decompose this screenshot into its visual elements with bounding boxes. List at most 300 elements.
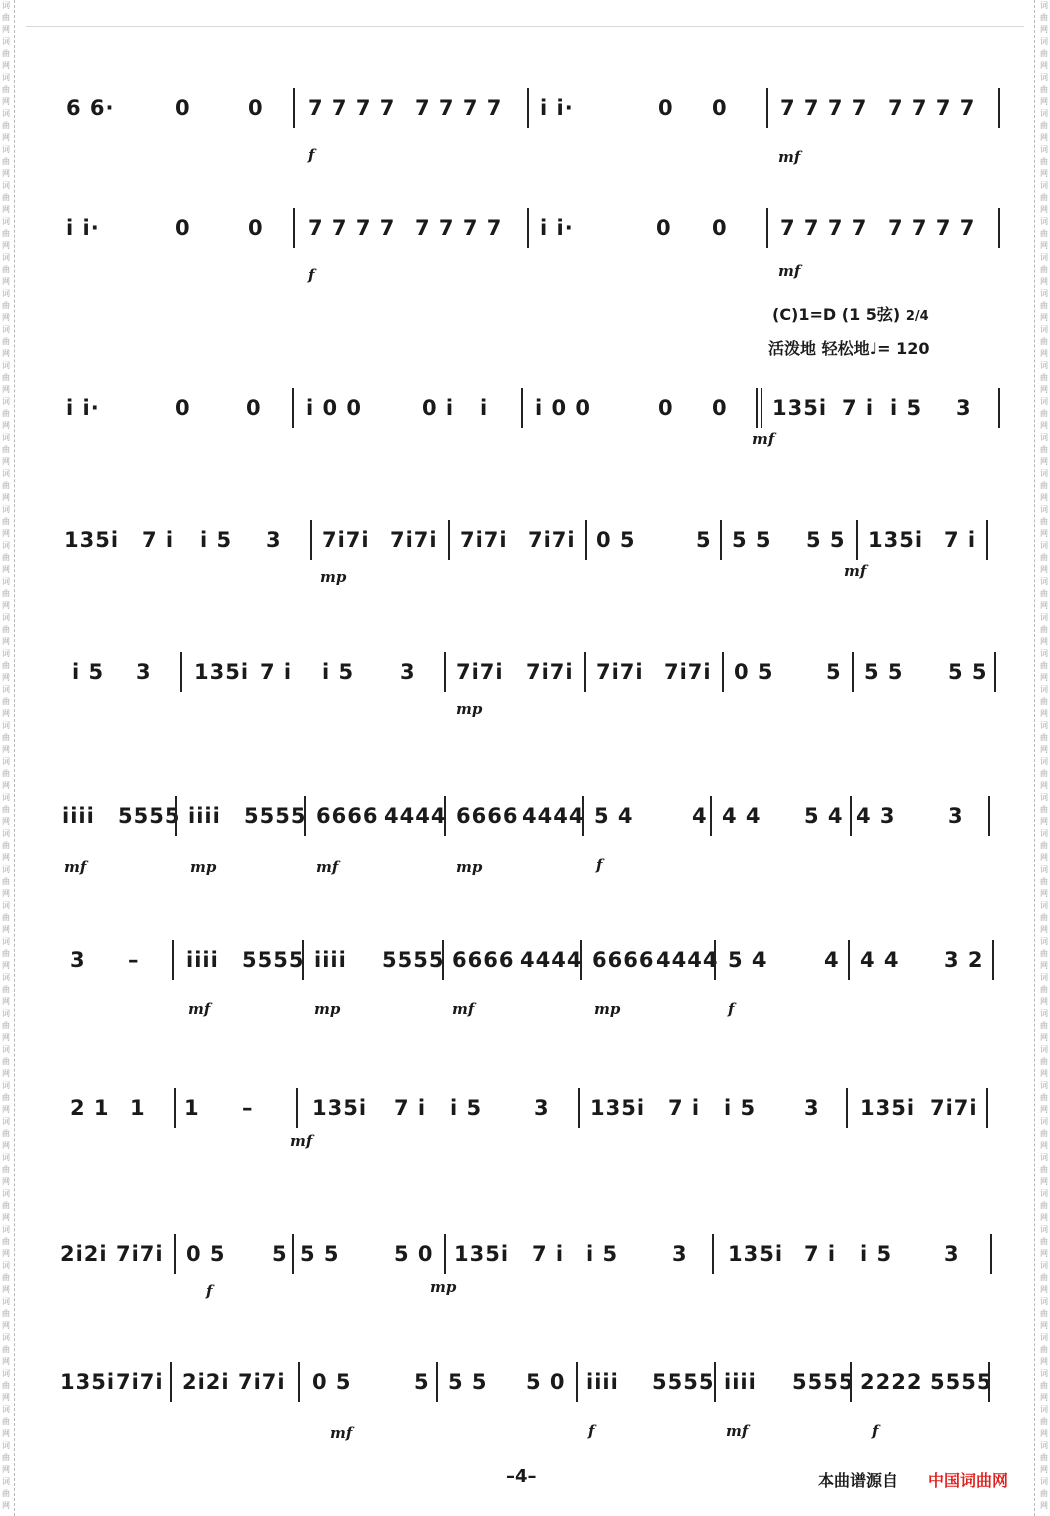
watermark-glyph: 网 [2,1501,10,1510]
watermark-glyph: 曲 [1040,769,1048,778]
dynamic-mark: mf [330,1424,353,1442]
rest: 0 [175,216,191,240]
barline [578,1088,580,1128]
watermark-glyph: 网 [2,1249,10,1258]
watermark-glyph: 网 [1040,673,1048,682]
note-group: 5 5 [300,1242,340,1266]
watermark-glyph: 词 [2,505,10,514]
barline [990,1234,992,1274]
watermark-glyph: 网 [1040,1429,1048,1438]
note: 5 [414,1370,430,1394]
watermark-glyph: 词 [2,1,10,10]
watermark-glyph: 词 [1040,1369,1048,1378]
watermark-glyph: 曲 [1040,733,1048,742]
watermark-glyph: 词 [2,829,10,838]
watermark-glyph: 网 [2,709,10,718]
note: 1 [130,1096,146,1120]
watermark-glyph: 词 [1040,1297,1048,1306]
watermark-glyph: 曲 [1040,121,1048,130]
watermark-glyph: 网 [2,25,10,34]
watermark-glyph: 网 [1040,601,1048,610]
watermark-glyph: 曲 [2,1165,10,1174]
watermark-glyph: 曲 [1040,1345,1048,1354]
watermark-glyph: 曲 [2,517,10,526]
barline [521,388,523,428]
watermark-glyph: 词 [1040,1081,1048,1090]
watermark-glyph: 曲 [2,697,10,706]
watermark-glyph: 曲 [2,1489,10,1498]
note-group: 4 3 [856,804,896,828]
note: 5 [696,528,712,552]
note-group: 6666 [316,804,379,828]
note-group: 7 7 7 7 [415,96,503,120]
note-group: 6666 [592,948,655,972]
note: 3 [266,528,282,552]
barline [998,388,1000,428]
note-group: 0 5 [312,1370,352,1394]
watermark-glyph: 网 [2,925,10,934]
watermark-glyph: 曲 [1040,193,1048,202]
watermark-glyph: 词 [2,541,10,550]
dynamic-mark: mf [778,148,801,166]
watermark-glyph: 词 [1040,505,1048,514]
barline [852,652,854,692]
watermark-glyph: 曲 [2,661,10,670]
watermark-glyph: 曲 [1040,1057,1048,1066]
note: i [480,396,489,420]
barline [442,940,444,980]
note-group: 5555 [792,1370,855,1394]
watermark-glyph: 词 [1040,181,1048,190]
watermark-glyph: 词 [1040,325,1048,334]
barline [527,208,529,248]
barline [986,1088,988,1128]
left-watermark-strip [0,0,12,1516]
barline [988,796,990,836]
barline [994,652,996,692]
note: 3 [70,948,86,972]
note-group: 5 5 [806,528,846,552]
note: 3 [672,1242,688,1266]
watermark-glyph: 曲 [1040,949,1048,958]
note-group: i 5 [322,660,355,684]
watermark-glyph: 网 [2,1213,10,1222]
note-group: 7 i [260,660,293,684]
note-group: 7 i [668,1096,701,1120]
note-group: 135i [772,396,828,420]
watermark-glyph: 曲 [2,985,10,994]
watermark-glyph: 词 [2,1117,10,1126]
watermark-glyph: 词 [1040,1,1048,10]
watermark-glyph: 词 [2,217,10,226]
watermark-glyph: 网 [2,133,10,142]
barline [172,940,174,980]
watermark-glyph: 网 [1040,1249,1048,1258]
watermark-glyph: 曲 [1040,841,1048,850]
note-group: 135i [60,1370,116,1394]
watermark-glyph: 词 [1040,1441,1048,1450]
watermark-glyph: 网 [2,781,10,790]
dynamic-mark: f [308,266,315,284]
watermark-glyph: 网 [1040,169,1048,178]
watermark-glyph: 词 [2,973,10,982]
dynamic-mark: mp [594,1000,621,1018]
barline [444,796,446,836]
watermark-glyph: 词 [1040,253,1048,262]
watermark-glyph: 词 [2,361,10,370]
note-group: 7i7i [390,528,438,552]
watermark-glyph: 曲 [2,913,10,922]
note-group: 7i7i [116,1370,164,1394]
watermark-glyph: 曲 [2,265,10,274]
watermark-glyph: 网 [2,493,10,502]
watermark-glyph: 词 [2,1261,10,1270]
site-link[interactable]: 中国词曲网 [928,1471,1009,1490]
watermark-glyph: 词 [2,577,10,586]
rest: 0 [658,396,674,420]
watermark-glyph: 词 [1040,1153,1048,1162]
note-group: 7 i [842,396,875,420]
watermark-glyph: 网 [2,961,10,970]
watermark-glyph: 词 [2,937,10,946]
watermark-glyph: 曲 [2,1381,10,1390]
note-group: 135i [454,1242,510,1266]
watermark-glyph: 词 [2,469,10,478]
watermark-glyph: 曲 [2,85,10,94]
note-group: 7 7 7 7 [308,216,396,240]
note-group: i 0 0 [535,396,592,420]
note-group: 135i [590,1096,646,1120]
source-label: 本曲谱源自 [818,1471,899,1490]
watermark-glyph: 词 [1040,577,1048,586]
watermark-glyph: 网 [1040,1321,1048,1330]
dynamic-mark: mf [726,1422,749,1440]
sustain-dash: – [242,1096,254,1120]
watermark-glyph: 词 [2,685,10,694]
watermark-glyph: 曲 [2,1309,10,1318]
watermark-glyph: 曲 [2,1129,10,1138]
watermark-glyph: 网 [2,457,10,466]
dynamic-mark: mf [188,1000,211,1018]
note-group: i i· [540,216,574,240]
barline [710,796,712,836]
barline [293,208,295,248]
note-group: i 5 [724,1096,757,1120]
watermark-glyph: 网 [1040,1105,1048,1114]
watermark-glyph: 曲 [2,769,10,778]
barline [846,1088,848,1128]
note-group: i 5 [450,1096,483,1120]
watermark-glyph: 曲 [2,193,10,202]
note: 3 [400,660,416,684]
watermark-glyph: 词 [1040,721,1048,730]
watermark-glyph: 词 [2,1441,10,1450]
barline [582,796,584,836]
watermark-glyph: 词 [1040,649,1048,658]
note-group: iiii [186,948,219,972]
note-group: 6666 [456,804,519,828]
note-group: 6 6· [66,96,115,120]
tempo-marking: 活泼地 轻松地♩= 120 [768,339,930,358]
watermark-glyph: 网 [1040,961,1048,970]
watermark-glyph: 网 [2,889,10,898]
note: 3 [804,1096,820,1120]
barline [714,1362,716,1402]
barline [292,388,294,428]
note-group: 5 0 [526,1370,566,1394]
watermark-glyph: 网 [2,1285,10,1294]
note-group: 5 5 [864,660,904,684]
watermark-glyph: 词 [1040,1189,1048,1198]
barline [174,1234,176,1274]
barline [174,1088,176,1128]
watermark-glyph: 网 [1040,745,1048,754]
note-group: 4 4 [722,804,762,828]
watermark-glyph: 网 [1040,457,1048,466]
note-group: 0 5 [734,660,774,684]
rest: 0 [175,396,191,420]
watermark-glyph: 网 [2,1429,10,1438]
watermark-glyph: 网 [2,529,10,538]
note: 3 [944,1242,960,1266]
watermark-glyph: 曲 [2,13,10,22]
note-group: 7i7i [322,528,370,552]
watermark-glyph: 曲 [1040,1129,1048,1138]
watermark-glyph: 曲 [1040,1417,1048,1426]
note-group: i 5 [72,660,105,684]
watermark-glyph: 曲 [2,625,10,634]
sustain-dash: – [128,948,140,972]
watermark-glyph: 词 [2,253,10,262]
watermark-glyph: 词 [1040,973,1048,982]
watermark-glyph: 曲 [2,157,10,166]
watermark-glyph: 曲 [1040,1237,1048,1246]
watermark-glyph: 词 [2,793,10,802]
watermark-glyph: 词 [1040,397,1048,406]
watermark-glyph: 词 [1040,541,1048,550]
watermark-glyph: 网 [1040,133,1048,142]
dynamic-mark: mf [452,1000,475,1018]
note-group: 7i7i [528,528,576,552]
barline [998,88,1000,128]
watermark-glyph: 网 [1040,781,1048,790]
watermark-glyph: 曲 [2,1201,10,1210]
barline [448,520,450,560]
dynamic-mark: mp [314,1000,341,1018]
note-group: 7 i [944,528,977,552]
note: 3 [136,660,152,684]
barline [180,652,182,692]
watermark-glyph: 网 [2,637,10,646]
watermark-glyph: 词 [1040,1009,1048,1018]
note-group: 5 5 [448,1370,488,1394]
note-group: 7 7 7 7 [415,216,503,240]
watermark-glyph: 词 [1040,829,1048,838]
watermark-glyph: 词 [1040,433,1048,442]
note-group: iiii [586,1370,619,1394]
dynamic-mark: mf [316,858,339,876]
note-group: i i· [66,396,100,420]
watermark-glyph: 词 [2,1225,10,1234]
note-group: 6666 [452,948,515,972]
note-group: 7i7i [116,1242,164,1266]
barline [712,1234,714,1274]
watermark-glyph: 网 [1040,925,1048,934]
dynamic-mark: mf [778,262,801,280]
watermark-glyph: 网 [1040,889,1048,898]
dynamic-mark: f [206,1282,213,1300]
watermark-glyph: 网 [1040,205,1048,214]
rest: 0 [248,96,264,120]
watermark-glyph: 词 [1040,793,1048,802]
watermark-glyph: 曲 [1040,1309,1048,1318]
watermark-glyph: 词 [1040,1477,1048,1486]
note-group: i 5 [860,1242,893,1266]
note-group: 2222 [860,1370,923,1394]
watermark-glyph: 词 [2,1009,10,1018]
barline [722,652,724,692]
rest: 0 [248,216,264,240]
barline [988,1362,990,1402]
barline [175,796,177,836]
watermark-glyph: 网 [2,1105,10,1114]
dynamic-mark: mp [456,700,483,718]
watermark-glyph: 网 [2,205,10,214]
note: 3 [534,1096,550,1120]
watermark-glyph: 词 [2,325,10,334]
note-group: 7 7 7 7 [888,96,976,120]
watermark-glyph: 曲 [2,1057,10,1066]
watermark-glyph: 曲 [2,481,10,490]
watermark-glyph: 词 [1040,865,1048,874]
dynamic-mark: f [588,1422,595,1440]
watermark-glyph: 网 [2,1357,10,1366]
note: 1 [184,1096,200,1120]
watermark-glyph: 曲 [1040,517,1048,526]
watermark-glyph: 网 [1040,25,1048,34]
watermark-glyph: 网 [1040,1177,1048,1186]
barline [850,1362,852,1402]
note-group: 4 4 [860,948,900,972]
dynamic-mark: mp [456,858,483,876]
watermark-glyph: 曲 [1040,1273,1048,1282]
watermark-glyph: 曲 [1040,1093,1048,1102]
watermark-glyph: 网 [2,61,10,70]
barline [444,1234,446,1274]
dynamic-mark: f [596,856,603,874]
barline [986,520,988,560]
watermark-glyph: 词 [2,1333,10,1342]
watermark-glyph: 曲 [1040,265,1048,274]
watermark-glyph: 曲 [2,1345,10,1354]
dynamic-mark: mp [430,1278,457,1296]
watermark-glyph: 词 [1040,469,1048,478]
watermark-glyph: 网 [1040,421,1048,430]
watermark-glyph: 曲 [2,877,10,886]
note-group: 5 5 [732,528,772,552]
watermark-glyph: 词 [2,1045,10,1054]
barline [292,1234,294,1274]
watermark-glyph: 曲 [2,445,10,454]
watermark-glyph: 曲 [1040,1165,1048,1174]
watermark-glyph: 曲 [2,409,10,418]
barline [720,520,722,560]
watermark-glyph: 曲 [2,553,10,562]
note-group: 135i [868,528,924,552]
dynamic-mark: mf [844,562,867,580]
barline [992,940,994,980]
note-group: 4444 [384,804,447,828]
note-group: 7i7i [596,660,644,684]
watermark-glyph: 词 [2,901,10,910]
watermark-glyph: 词 [1040,37,1048,46]
watermark-glyph: 曲 [2,805,10,814]
watermark-glyph: 网 [1040,1357,1048,1366]
note-group: 7 7 7 7 [780,216,868,240]
watermark-glyph: 网 [2,1393,10,1402]
watermark-glyph: 网 [2,169,10,178]
note-group: 7i7i [456,660,504,684]
watermark-glyph: 网 [1040,385,1048,394]
note-group: 5 4 [804,804,844,828]
watermark-glyph: 网 [2,565,10,574]
barline [302,940,304,980]
watermark-glyph: 曲 [1040,301,1048,310]
barline [584,652,586,692]
note-group: 5 4 [594,804,634,828]
note-group: 5555 [244,804,307,828]
watermark-glyph: 词 [1040,109,1048,118]
dynamic-mark: mp [190,858,217,876]
barline [436,1362,438,1402]
note-group: 7 7 7 7 [780,96,868,120]
rest: 0 [712,396,728,420]
watermark-glyph: 网 [1040,817,1048,826]
watermark-glyph: 曲 [1040,1381,1048,1390]
key-signature: (C)1=D (1 5弦) 2/4 [772,305,929,324]
watermark-glyph: 词 [2,1081,10,1090]
watermark-glyph: 网 [2,853,10,862]
barline [310,520,312,560]
watermark-glyph: 网 [2,817,10,826]
watermark-glyph: 词 [2,1153,10,1162]
watermark-glyph: 词 [2,433,10,442]
time-signature: 2/4 [905,309,929,324]
watermark-glyph: 网 [2,1465,10,1474]
watermark-glyph: 词 [2,1369,10,1378]
watermark-glyph: 曲 [2,301,10,310]
dynamic-mark: f [872,1422,879,1440]
double-barline [756,388,758,428]
note-group: 135i [860,1096,916,1120]
barline [856,520,858,560]
dynamic-mark: mp [320,568,347,586]
note: 5 [826,660,842,684]
dynamic-mark: mf [290,1132,313,1150]
barline [293,88,295,128]
watermark-glyph: 网 [1040,61,1048,70]
watermark-glyph: 网 [2,313,10,322]
watermark-glyph: 词 [2,721,10,730]
watermark-glyph: 曲 [2,337,10,346]
watermark-glyph: 曲 [2,1453,10,1462]
watermark-glyph: 词 [1040,361,1048,370]
rest: 0 [658,96,674,120]
watermark-glyph: 词 [1040,613,1048,622]
note-group: 7i7i [664,660,712,684]
barline [766,88,768,128]
watermark-glyph: 曲 [1040,229,1048,238]
